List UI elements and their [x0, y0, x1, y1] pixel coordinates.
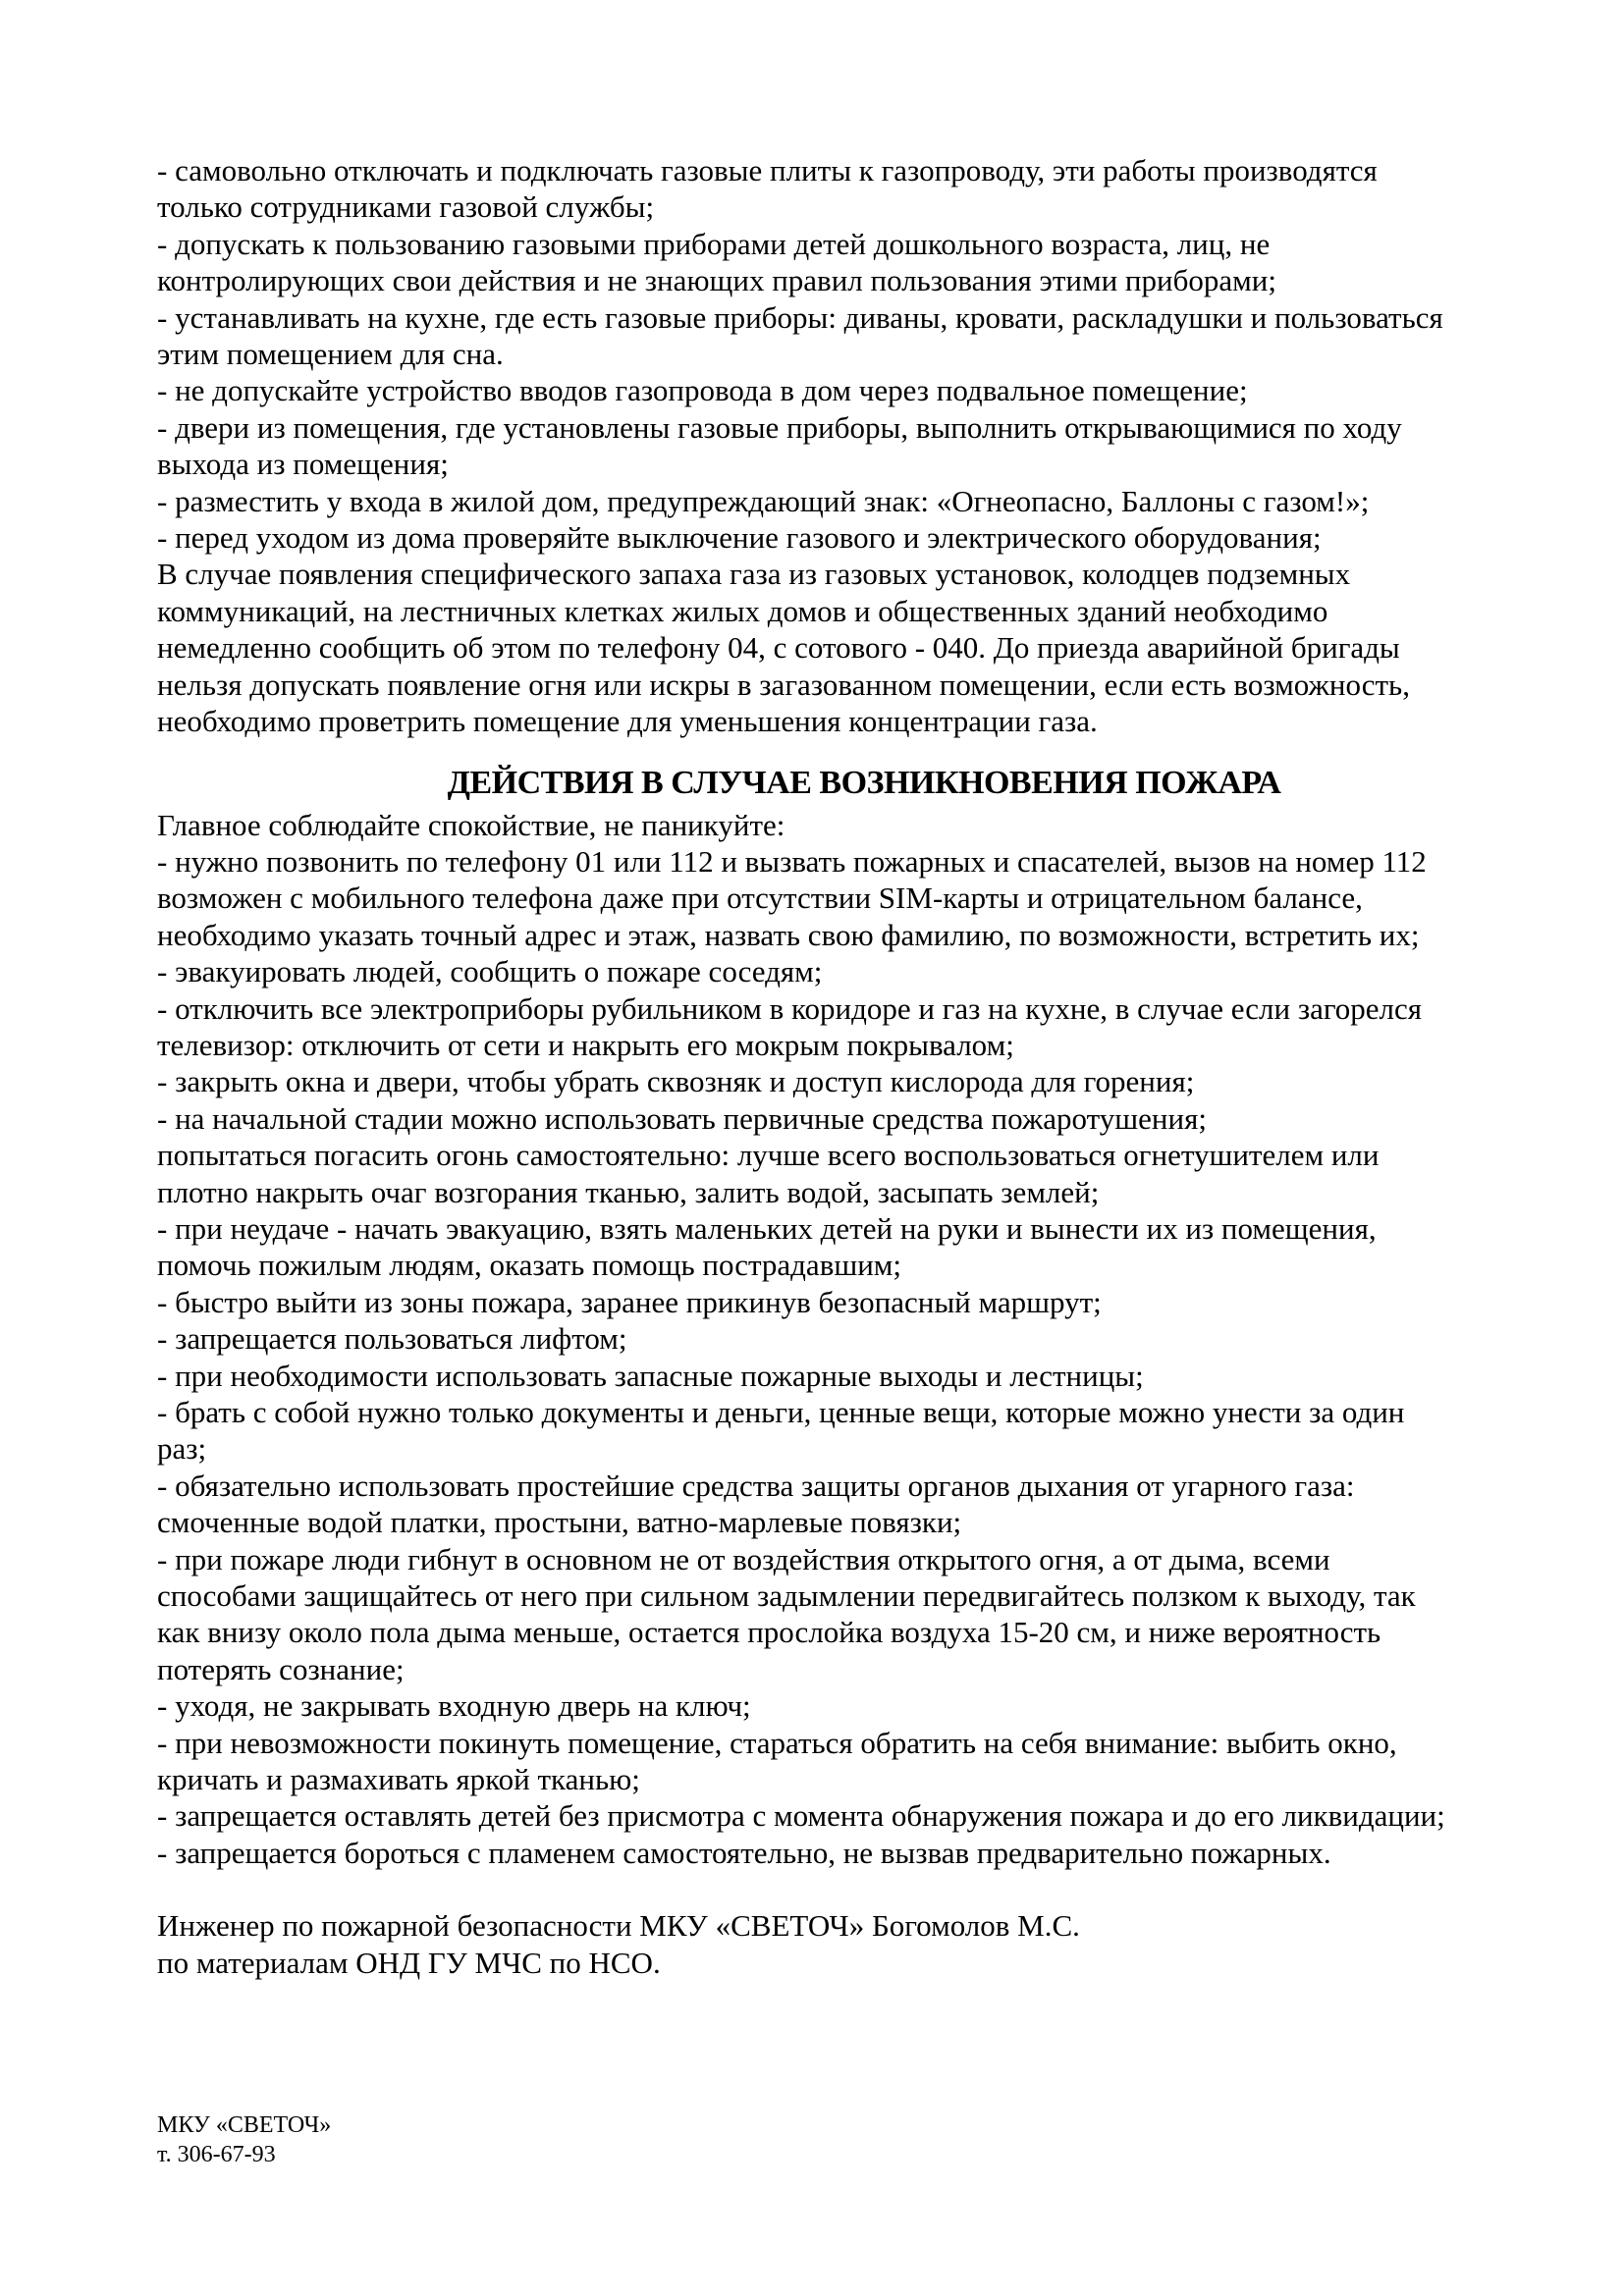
text-line: - устанавливать на кухне, где есть газовые приборы: диваны, кровати, раскладушки и пользоваться	[157, 299, 1443, 335]
fire-actions-heading: ДЕЙСТВИЯ В СЛУЧАЕ ВОЗНИКНОВЕНИЯ ПОЖАРА	[447, 764, 1281, 801]
text-line: попытаться погасить огонь самостоятельно: лучше всего воспользоваться огнетушителем или	[157, 1138, 1380, 1173]
text-line: способами защищайтесь от него при сильном задымлении передвигайтесь ползком к выходу, так	[157, 1578, 1416, 1614]
gas-safety-section	[157, 152, 1571, 740]
text-line: - закрыть окна и двери, чтобы убрать сквозняк и доступ кислорода для горения;	[157, 1064, 1195, 1099]
text-line: нельзя допускать появление огня или искры в загазованном помещении, если есть возможность,	[157, 667, 1410, 702]
text-line: необходимо проветрить помещение для уменьшения концентрации газа.	[157, 704, 1098, 739]
text-line: плотно накрыть очаг возгорания тканью, залить водой, засыпать землей;	[157, 1174, 1100, 1209]
signature-source: по материалам ОНД ГУ МЧС по НСО.	[157, 1945, 661, 1980]
text-line: - при необходимости использовать запасные пожарные выходы и лестницы;	[157, 1358, 1144, 1393]
text-line: помочь пожилым людям, оказать помощь пострадавшим;	[157, 1248, 902, 1283]
footer-org: МКУ «СВЕТОЧ»	[157, 2112, 332, 2138]
text-line: контролирующих свои действия и не знающих правил пользования этими приборами;	[157, 263, 1276, 298]
text-line: - брать с собой нужно только документы и деньги, ценные вещи, которые можно унести за один	[157, 1395, 1405, 1429]
text-line: - обязательно использовать простейшие средства защиты органов дыхания от угарного газа:	[157, 1468, 1355, 1503]
text-line: возможен с мобильного телефона даже при отсутствии SIM-карты и отрицательном балансе,	[157, 881, 1363, 916]
text-line: - при невозможности покинуть помещение, стараться обратить на себя внимание: выбить окно,	[157, 1725, 1397, 1760]
text-line: как внизу около пола дыма меньше, остается прослойка воздуха 15-20 см, и ниже вероятность	[157, 1615, 1381, 1650]
text-line: - не допускайте устройство вводов газопровода в дом через подвальное помещение;	[157, 373, 1248, 408]
text-line: кричать и размахивать яркой тканью;	[157, 1762, 640, 1797]
footer-phone: т. 306-67-93	[157, 2142, 276, 2167]
text-line: раз;	[157, 1431, 207, 1467]
footer	[157, 2110, 331, 2169]
text-line: телевизор: отключить от сети и накрыть его мокрым покрывалом;	[157, 1027, 1014, 1062]
text-line: - уходя, не закрывать входную дверь на ключ;	[157, 1688, 751, 1724]
text-line: этим помещением для сна.	[157, 337, 504, 372]
document-body	[157, 152, 1571, 1981]
text-line: - эвакуировать людей, сообщить о пожаре соседям;	[157, 954, 823, 989]
text-line: - допускать к пользованию газовыми приборами детей дошкольного возраста, лиц, не	[157, 226, 1271, 261]
text-line: - двери из помещения, где установлены газовые приборы, выполнить открывающимися по ходу	[157, 409, 1402, 445]
text-line: - разместить у входа в жилой дом, предупреждающий знак: «Огнеопасно, Баллоны с газом!»;	[157, 483, 1370, 518]
text-line: - запрещается пользоваться лифтом;	[157, 1321, 627, 1357]
text-line: - самовольно отключать и подключать газовые плиты к газопроводу, эти работы производятся	[157, 153, 1378, 187]
fire-actions-section	[157, 807, 1571, 1872]
text-line: - при неудаче - начать эвакуацию, взять маленьких детей на руки и вынести их из помещения,	[157, 1210, 1377, 1246]
text-line: только сотрудниками газовой службы;	[157, 189, 655, 225]
text-line: - нужно позвонить по телефону 01 или 112 и вызвать пожарных и спасателей, вызов на номер 112	[157, 843, 1427, 879]
text-line: - запрещается оставлять детей без присмотра с момента обнаружения пожара и до его ликвидации;	[157, 1798, 1445, 1834]
text-line: коммуникаций, на лестничных клетках жилых домов и общественных зданий необходимо	[157, 593, 1328, 628]
text-line: необходимо указать точный адрес и этаж, назвать свою фамилию, по возможности, встретить их;	[157, 917, 1420, 952]
text-line: смоченные водой платки, простыни, ватно-марлевые повязки;	[157, 1505, 962, 1540]
text-line: - на начальной стадии можно использовать первичные средства пожаротушения;	[157, 1100, 1207, 1136]
signature-block	[157, 1907, 1571, 1981]
text-line: - запрещается бороться с пламенем самостоятельно, не вызвав предварительно пожарных.	[157, 1835, 1331, 1870]
text-line: - отключить все электроприборы рубильником в коридоре и газ на кухне, в случае если загорелся	[157, 990, 1423, 1026]
text-line: немедленно сообщить об этом по телефону 04, с сотового - 040. До приезда аварийной бригады	[157, 630, 1400, 666]
text-line: - при пожаре люди гибнут в основном не от воздействия открытого огня, а от дыма, всеми	[157, 1541, 1330, 1576]
text-line: потерять сознание;	[157, 1651, 405, 1686]
signature-author: Инженер по пожарной безопасности МКУ «СВЕТОЧ» Богомолов М.С.	[157, 1908, 1080, 1944]
text-line: выхода из помещения;	[157, 447, 449, 482]
text-line: - перед уходом из дома проверяйте выключение газового и электрического оборудования;	[157, 520, 1322, 556]
text-line: В случае появления специфического запаха газа из газовых установок, колодцев подземных	[157, 557, 1351, 592]
text-line: Главное соблюдайте спокойствие, не паникуйте:	[157, 807, 785, 842]
text-line: - быстро выйти из зоны пожара, заранее прикинув безопасный маршрут;	[157, 1284, 1102, 1319]
